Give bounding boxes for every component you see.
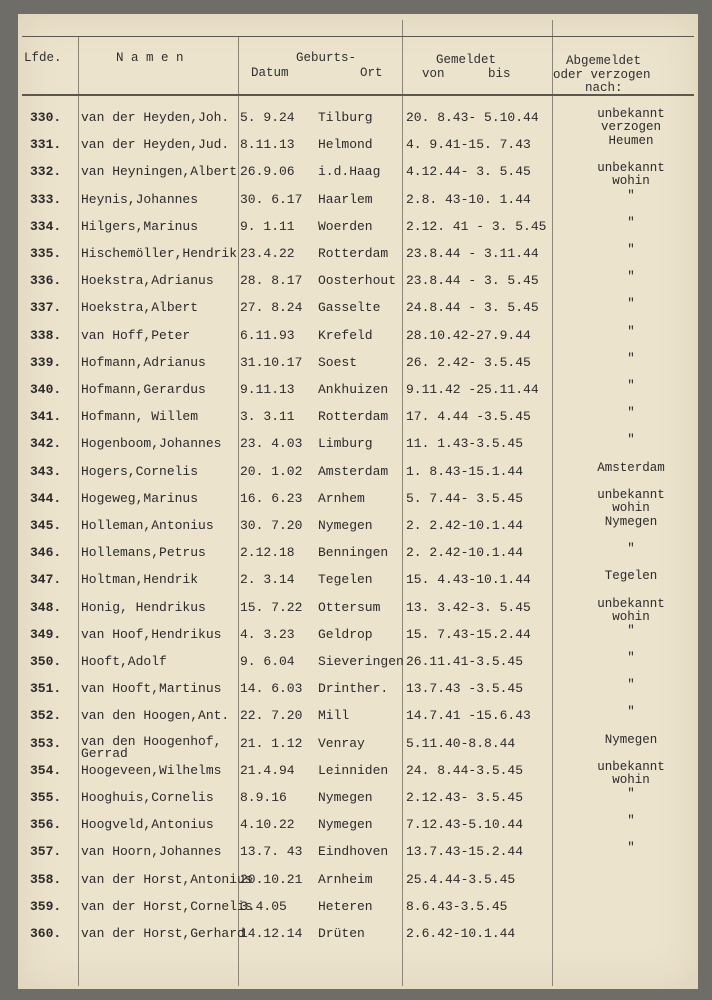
table-row: [18, 324, 698, 350]
table-row: [18, 106, 698, 132]
row-registered-period: 24. 8.44-3.5.45: [406, 762, 524, 778]
row-birth-date: 4. 3.23: [240, 626, 295, 642]
row-birth-place: Drinther.: [318, 681, 389, 697]
row-number: 344.: [30, 490, 62, 506]
table-row: [18, 487, 698, 513]
row-number: 351.: [30, 681, 62, 697]
row-birth-date: 8.9.16: [240, 790, 287, 805]
row-birth-place: Nymegen: [318, 790, 373, 805]
row-number: 334.: [30, 218, 62, 234]
row-name: Hooft,Adolf: [81, 654, 167, 669]
row-number: 333.: [30, 191, 62, 207]
table-row: [18, 840, 698, 866]
table-row: [18, 242, 698, 268]
row-name: Hoogveld,Antonius: [81, 817, 214, 833]
header-top-rule: [22, 36, 694, 37]
row-name: Hischemöller,Hendrik: [81, 246, 238, 261]
row-departure-note: ": [627, 623, 635, 638]
row-name: Hofmann,Adrianus: [81, 354, 206, 370]
row-registered-period: 14.7.41 -15.6.43: [406, 708, 531, 724]
table-row: [18, 405, 698, 431]
row-number: 353.: [30, 735, 62, 751]
row-number: 358.: [30, 871, 62, 887]
row-birth-date: 4.10.22: [240, 817, 295, 833]
row-birth-date: 21.4.94: [240, 762, 295, 778]
header-nach: nach:: [585, 81, 623, 95]
row-name: van der Heyden,Joh.: [81, 110, 230, 125]
row-birth-date: 8.11.13: [240, 137, 295, 153]
table-row: [18, 623, 698, 649]
header-bis: bis: [488, 67, 511, 81]
row-registered-period: 17. 4.44 -3.5.45: [406, 409, 531, 425]
table-row: [18, 704, 698, 730]
table-row: [18, 868, 698, 894]
row-registered-period: 25.4.44-3.5.45: [406, 871, 516, 887]
row-departure-note: ": [627, 215, 635, 230]
row-name: van der Heyden,Jud.: [81, 137, 230, 153]
table-row: [18, 568, 698, 594]
header-gemeldet: Gemeldet: [436, 53, 497, 67]
row-name: Hofmann, Willem: [81, 409, 199, 425]
row-birth-date: 27. 8.24: [240, 300, 303, 316]
row-registered-period: 2. 2.42-10.1.44: [406, 545, 524, 561]
row-birth-place: Tegelen: [318, 572, 373, 588]
row-registered-period: 4. 9.41-15. 7.43: [406, 137, 531, 153]
table-row: [18, 786, 698, 812]
row-number: 337.: [30, 300, 62, 316]
row-departure-note: unbekannt verzogen: [597, 107, 665, 134]
row-registered-period: 8.6.43-3.5.45: [406, 898, 508, 914]
row-birth-date: 9.11.13: [240, 382, 295, 397]
row-number: 357.: [30, 844, 62, 860]
row-birth-date: 2.12.18: [240, 545, 295, 561]
header-verzogen: oder verzogen: [553, 68, 651, 82]
row-birth-date: 2. 3.14: [240, 572, 295, 588]
row-birth-place: Rotterdam: [318, 409, 389, 425]
row-departure-note: ": [627, 651, 635, 665]
row-registered-period: 2.12.43- 3.5.45: [406, 790, 524, 805]
row-number: 330.: [30, 110, 62, 125]
row-registered-period: 13.7.43 -3.5.45: [406, 681, 524, 697]
row-name: Holtman,Hendrik: [81, 572, 199, 588]
row-departure-note: ": [627, 433, 635, 448]
row-birth-date: 3. 3.11: [240, 409, 295, 425]
table-row: [18, 650, 698, 676]
row-birth-place: Heteren: [318, 898, 373, 914]
row-number: 342.: [30, 436, 62, 452]
document-page: [18, 14, 698, 989]
row-registered-period: 28.10.42-27.9.44: [406, 327, 531, 343]
row-departure-note: ": [627, 188, 635, 203]
row-birth-place: Oosterhout: [318, 273, 397, 289]
row-registered-period: 15. 4.43-10.1.44: [406, 572, 531, 588]
row-birth-place: Geldrop: [318, 626, 373, 642]
row-birth-place: Drüten: [318, 926, 365, 941]
table-row: [18, 215, 698, 241]
row-number: 347.: [30, 572, 62, 588]
row-number: 340.: [30, 382, 62, 397]
row-birth-date: 23. 4.03: [240, 436, 303, 452]
row-birth-date: 16. 6.23: [240, 490, 303, 506]
row-birth-place: Benningen: [318, 545, 389, 561]
row-departure-note: unbekannt wohin: [597, 596, 665, 624]
row-departure-note: ": [627, 297, 635, 312]
row-name: van der Horst,Gerhard: [81, 926, 245, 941]
row-registered-period: 5. 7.44- 3.5.45: [406, 490, 524, 506]
row-departure-note: ": [627, 705, 635, 720]
table-row: [18, 296, 698, 322]
row-registered-period: 9.11.42 -25.11.44: [406, 382, 539, 397]
row-departure-note: ": [627, 787, 635, 801]
table-row: [18, 160, 698, 189]
row-departure-note: Heumen: [608, 134, 654, 149]
row-name: Hoekstra,Adrianus: [81, 273, 214, 289]
row-birth-place: Ankhuizen: [318, 382, 389, 397]
row-registered-period: 2.6.42-10.1.44: [406, 926, 516, 941]
row-number: 346.: [30, 545, 62, 561]
table-row: [18, 351, 698, 377]
table-row: [18, 188, 698, 214]
row-departure-note: Nymegen: [604, 515, 658, 529]
row-registered-period: 2.8. 43-10. 1.44: [406, 191, 531, 207]
row-birth-place: Krefeld: [318, 327, 373, 343]
row-birth-place: i.d.Haag: [318, 164, 381, 180]
row-birth-date: 6.11.93: [240, 327, 295, 343]
row-birth-date: 9. 1.11: [240, 218, 295, 234]
table-row: [18, 541, 698, 567]
row-departure-note: unbekannt wohin: [597, 487, 665, 515]
row-number: 331.: [30, 137, 62, 153]
table-row: [18, 732, 698, 761]
row-registered-period: 13.7.43-15.2.44: [406, 844, 524, 860]
header-ort: Ort: [360, 66, 383, 80]
row-birth-place: Tilburg: [318, 110, 373, 125]
row-birth-place: Nymegen: [318, 518, 373, 533]
row-departure-note: ": [627, 814, 635, 829]
row-number: 339.: [30, 354, 62, 370]
row-birth-date: 20.10.21: [240, 871, 303, 887]
row-birth-place: Amsterdam: [318, 463, 389, 479]
row-departure-note: ": [627, 841, 635, 856]
header-von: von: [422, 67, 445, 81]
row-birth-place: Eindhoven: [318, 844, 389, 860]
row-name: Heynis,Johannes: [81, 191, 199, 207]
row-name: van Hoof,Hendrikus: [81, 626, 222, 642]
header-namen: N a m e n: [116, 51, 184, 65]
row-birth-place: Venray: [318, 735, 365, 751]
row-birth-date: 31.10.17: [240, 354, 303, 370]
row-birth-place: Gasselte: [318, 300, 381, 316]
row-registered-period: 20. 8.43- 5.10.44: [406, 110, 539, 125]
row-birth-place: Rotterdam: [318, 246, 389, 261]
row-number: 348.: [30, 599, 62, 615]
row-registered-period: 13. 3.42-3. 5.45: [406, 599, 531, 615]
table-row: [18, 813, 698, 839]
row-departure-note: ": [627, 270, 635, 285]
table-row: [18, 269, 698, 295]
row-birth-place: Nymegen: [318, 817, 373, 833]
table-row: [18, 677, 698, 703]
row-registered-period: 23.8.44 - 3.11.44: [406, 246, 539, 261]
row-number: 341.: [30, 409, 62, 425]
row-departure-note: ": [627, 542, 635, 557]
row-birth-place: Sieveringen: [318, 654, 404, 669]
table-row: [18, 133, 698, 159]
table-row: [18, 460, 698, 486]
row-name: Hogeweg,Marinus: [81, 490, 199, 506]
table-row: [18, 895, 698, 921]
row-registered-period: 1. 8.43-15.1.44: [406, 463, 524, 479]
row-departure-note: ": [627, 351, 635, 366]
row-name: van Hoff,Peter: [81, 327, 191, 343]
row-departure-note: Nymegen: [604, 732, 658, 747]
row-number: 343.: [30, 463, 62, 479]
table-row: [18, 759, 698, 785]
row-name: Hogenboom,Johannes: [81, 436, 222, 452]
row-name: Hoekstra,Albert: [81, 300, 199, 316]
row-birth-place: Woerden: [318, 218, 373, 234]
row-birth-place: Limburg: [318, 436, 373, 452]
row-registered-period: 7.12.43-5.10.44: [406, 817, 524, 833]
row-name: van den Hoogen,Ant.: [81, 708, 230, 724]
row-departure-note: unbekannt wohin: [597, 161, 665, 189]
row-number: 352.: [30, 708, 62, 724]
row-registered-period: 24.8.44 - 3. 5.45: [406, 300, 539, 316]
row-number: 338.: [30, 327, 62, 343]
row-birth-date: 22. 7.20: [240, 708, 303, 724]
row-birth-place: Haarlem: [318, 191, 373, 207]
row-number: 345.: [30, 518, 62, 533]
row-name: Hollemans,Petrus: [81, 545, 206, 561]
row-registered-period: 11. 1.43-3.5.45: [406, 436, 524, 452]
row-birth-date: 28. 8.17: [240, 273, 303, 289]
row-registered-period: 23.8.44 - 3. 5.45: [406, 273, 539, 289]
row-birth-date: 21. 1.12: [240, 735, 303, 751]
table-row: [18, 432, 698, 458]
row-departure-note: ": [627, 324, 635, 339]
row-birth-place: Helmond: [318, 137, 373, 153]
row-birth-date: 30. 7.20: [240, 518, 303, 533]
header-datum: Datum: [251, 66, 289, 80]
header-abgemeldet: Abgemeldet: [566, 54, 642, 68]
row-departure-note: ": [627, 406, 635, 421]
row-number: 360.: [30, 926, 62, 941]
row-name: van Hoorn,Johannes: [81, 844, 222, 860]
row-number: 355.: [30, 790, 62, 805]
row-name: van der Horst,Cornelis: [81, 898, 253, 914]
row-departure-note: Tegelen: [604, 569, 658, 584]
row-birth-date: 5. 9.24: [240, 110, 295, 125]
table-row: [18, 596, 698, 622]
row-number: 332.: [30, 164, 62, 180]
header-lfde: Lfde.: [24, 51, 62, 65]
row-birth-date: 26.9.06: [240, 164, 295, 180]
row-departure-note: Amsterdam: [597, 460, 665, 475]
row-name: van den Hoogenhof, Gerrad: [81, 733, 222, 761]
row-birth-date: 30. 6.17: [240, 191, 303, 207]
row-number: 350.: [30, 654, 62, 669]
row-birth-date: 9. 6.04: [240, 654, 295, 669]
row-departure-note: unbekannt wohin: [597, 759, 665, 787]
header-geburts: Geburts-: [296, 51, 357, 65]
row-birth-date: 14.12.14: [240, 926, 303, 941]
row-birth-place: Mill: [318, 708, 350, 724]
table-row: [18, 514, 698, 540]
row-birth-date: 23.4.22: [240, 246, 295, 261]
row-name: Hogers,Cornelis: [81, 463, 199, 479]
row-birth-date: 13.7. 43: [240, 844, 303, 860]
row-number: 354.: [30, 762, 62, 778]
row-registered-period: 26. 2.42- 3.5.45: [406, 354, 531, 370]
row-birth-date: 3.4.05: [240, 898, 287, 914]
row-name: Holleman,Antonius: [81, 518, 214, 533]
row-departure-note: ": [627, 379, 635, 393]
row-number: 349.: [30, 626, 62, 642]
row-name: Hofmann,Gerardus: [81, 382, 206, 397]
row-name: Hooghuis,Cornelis: [81, 790, 214, 805]
table-row: [18, 378, 698, 404]
row-departure-note: ": [627, 678, 635, 693]
row-number: 336.: [30, 273, 62, 289]
row-name: Hoogeveen,Wilhelms: [81, 762, 222, 778]
row-registered-period: 2. 2.42-10.1.44: [406, 518, 524, 533]
table-row: [18, 922, 698, 948]
row-name: Honig, Hendrikus: [81, 599, 206, 615]
row-birth-place: Arnheim: [318, 871, 373, 887]
row-birth-place: Soest: [318, 354, 358, 370]
row-number: 356.: [30, 817, 62, 833]
row-birth-date: 20. 1.02: [240, 463, 303, 479]
row-birth-place: Ottersum: [318, 599, 381, 615]
row-number: 359.: [30, 898, 62, 914]
row-birth-date: 14. 6.03: [240, 681, 303, 697]
row-registered-period: 15. 7.43-15.2.44: [406, 626, 531, 642]
row-name: van der Horst,Antonius: [81, 871, 253, 887]
row-birth-place: Arnhem: [318, 490, 365, 506]
row-name: Hilgers,Marinus: [81, 218, 199, 234]
row-birth-place: Leinniden: [318, 762, 389, 778]
row-registered-period: 2.12. 41 - 3. 5.45: [406, 218, 547, 234]
row-departure-note: ": [627, 243, 635, 257]
row-registered-period: 5.11.40-8.8.44: [406, 735, 516, 751]
row-birth-date: 15. 7.22: [240, 599, 303, 615]
row-name: van Hooft,Martinus: [81, 681, 222, 697]
row-registered-period: 26.11.41-3.5.45: [406, 654, 524, 669]
row-registered-period: 4.12.44- 3. 5.45: [406, 164, 531, 180]
row-name: van Heyningen,Albert: [81, 164, 238, 180]
row-number: 335.: [30, 246, 62, 261]
